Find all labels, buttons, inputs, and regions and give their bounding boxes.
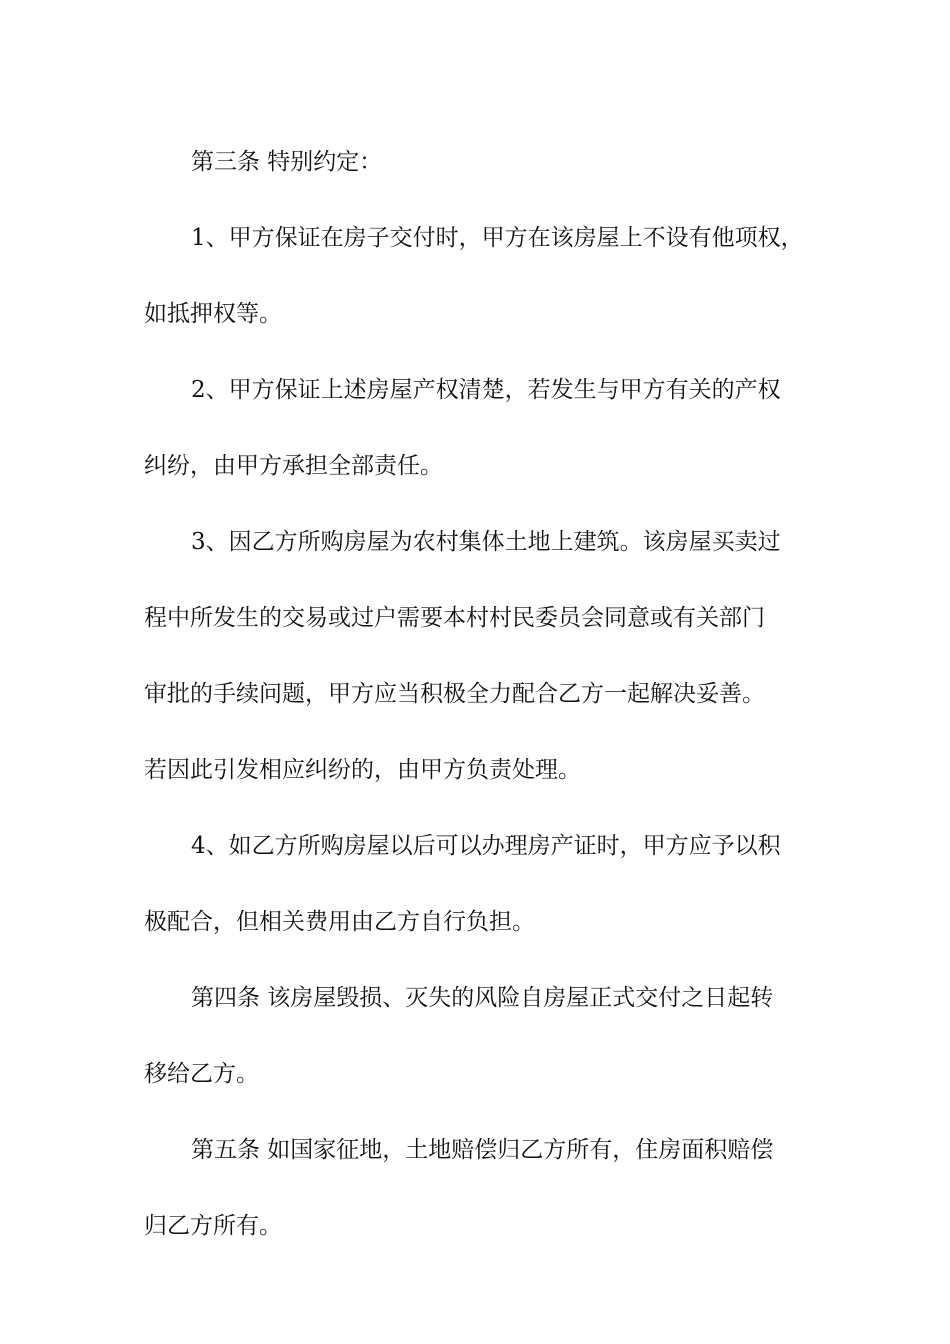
clause-3-item-2: [144, 352, 808, 504]
text-line: 归乙方所有。: [144, 1213, 282, 1239]
clause-3-item-4: [144, 808, 808, 960]
text-line: 第四条 该房屋毁损、灭失的风险自房屋正式交付之日起转: [191, 985, 774, 1011]
text-line: 2、甲方保证上述房屋产权清楚，若发生与甲方有关的产权: [191, 377, 781, 403]
clause-3-item-3: [144, 504, 808, 808]
text-line: 第五条 如国家征地，土地赔偿归乙方所有，住房面积赔偿: [191, 1137, 774, 1163]
text-line: 3、因乙方所购房屋为农村集体土地上建筑。该房屋买卖过: [191, 529, 781, 555]
text-line: 极配合，但相关费用由乙方自行负担。: [144, 909, 535, 935]
text-line: 如抵押权等。: [144, 301, 282, 327]
document-body: [144, 124, 808, 1264]
clause-4: [144, 960, 808, 1112]
text-line: 若因此引发相应纠纷的，由甲方负责处理。: [144, 757, 581, 783]
text-line: 纠纷，由甲方承担全部责任。: [144, 453, 443, 479]
clause-5: [144, 1112, 808, 1264]
text-line: 程中所发生的交易或过户需要本村村民委员会同意或有关部门: [144, 605, 765, 631]
text-line: 移给乙方。: [144, 1061, 259, 1087]
text-line: 4、如乙方所购房屋以后可以办理房产证时，甲方应予以积: [191, 833, 781, 859]
clause-3-item-1: [144, 200, 808, 352]
text-line: 第三条 特别约定：: [191, 149, 383, 175]
clause-3-heading: [144, 124, 808, 200]
text-line: 审批的手续问题，甲方应当积极全力配合乙方一起解决妥善。: [144, 681, 765, 707]
text-line: 1、甲方保证在房子交付时，甲方在该房屋上不设有他项权，: [191, 225, 804, 251]
